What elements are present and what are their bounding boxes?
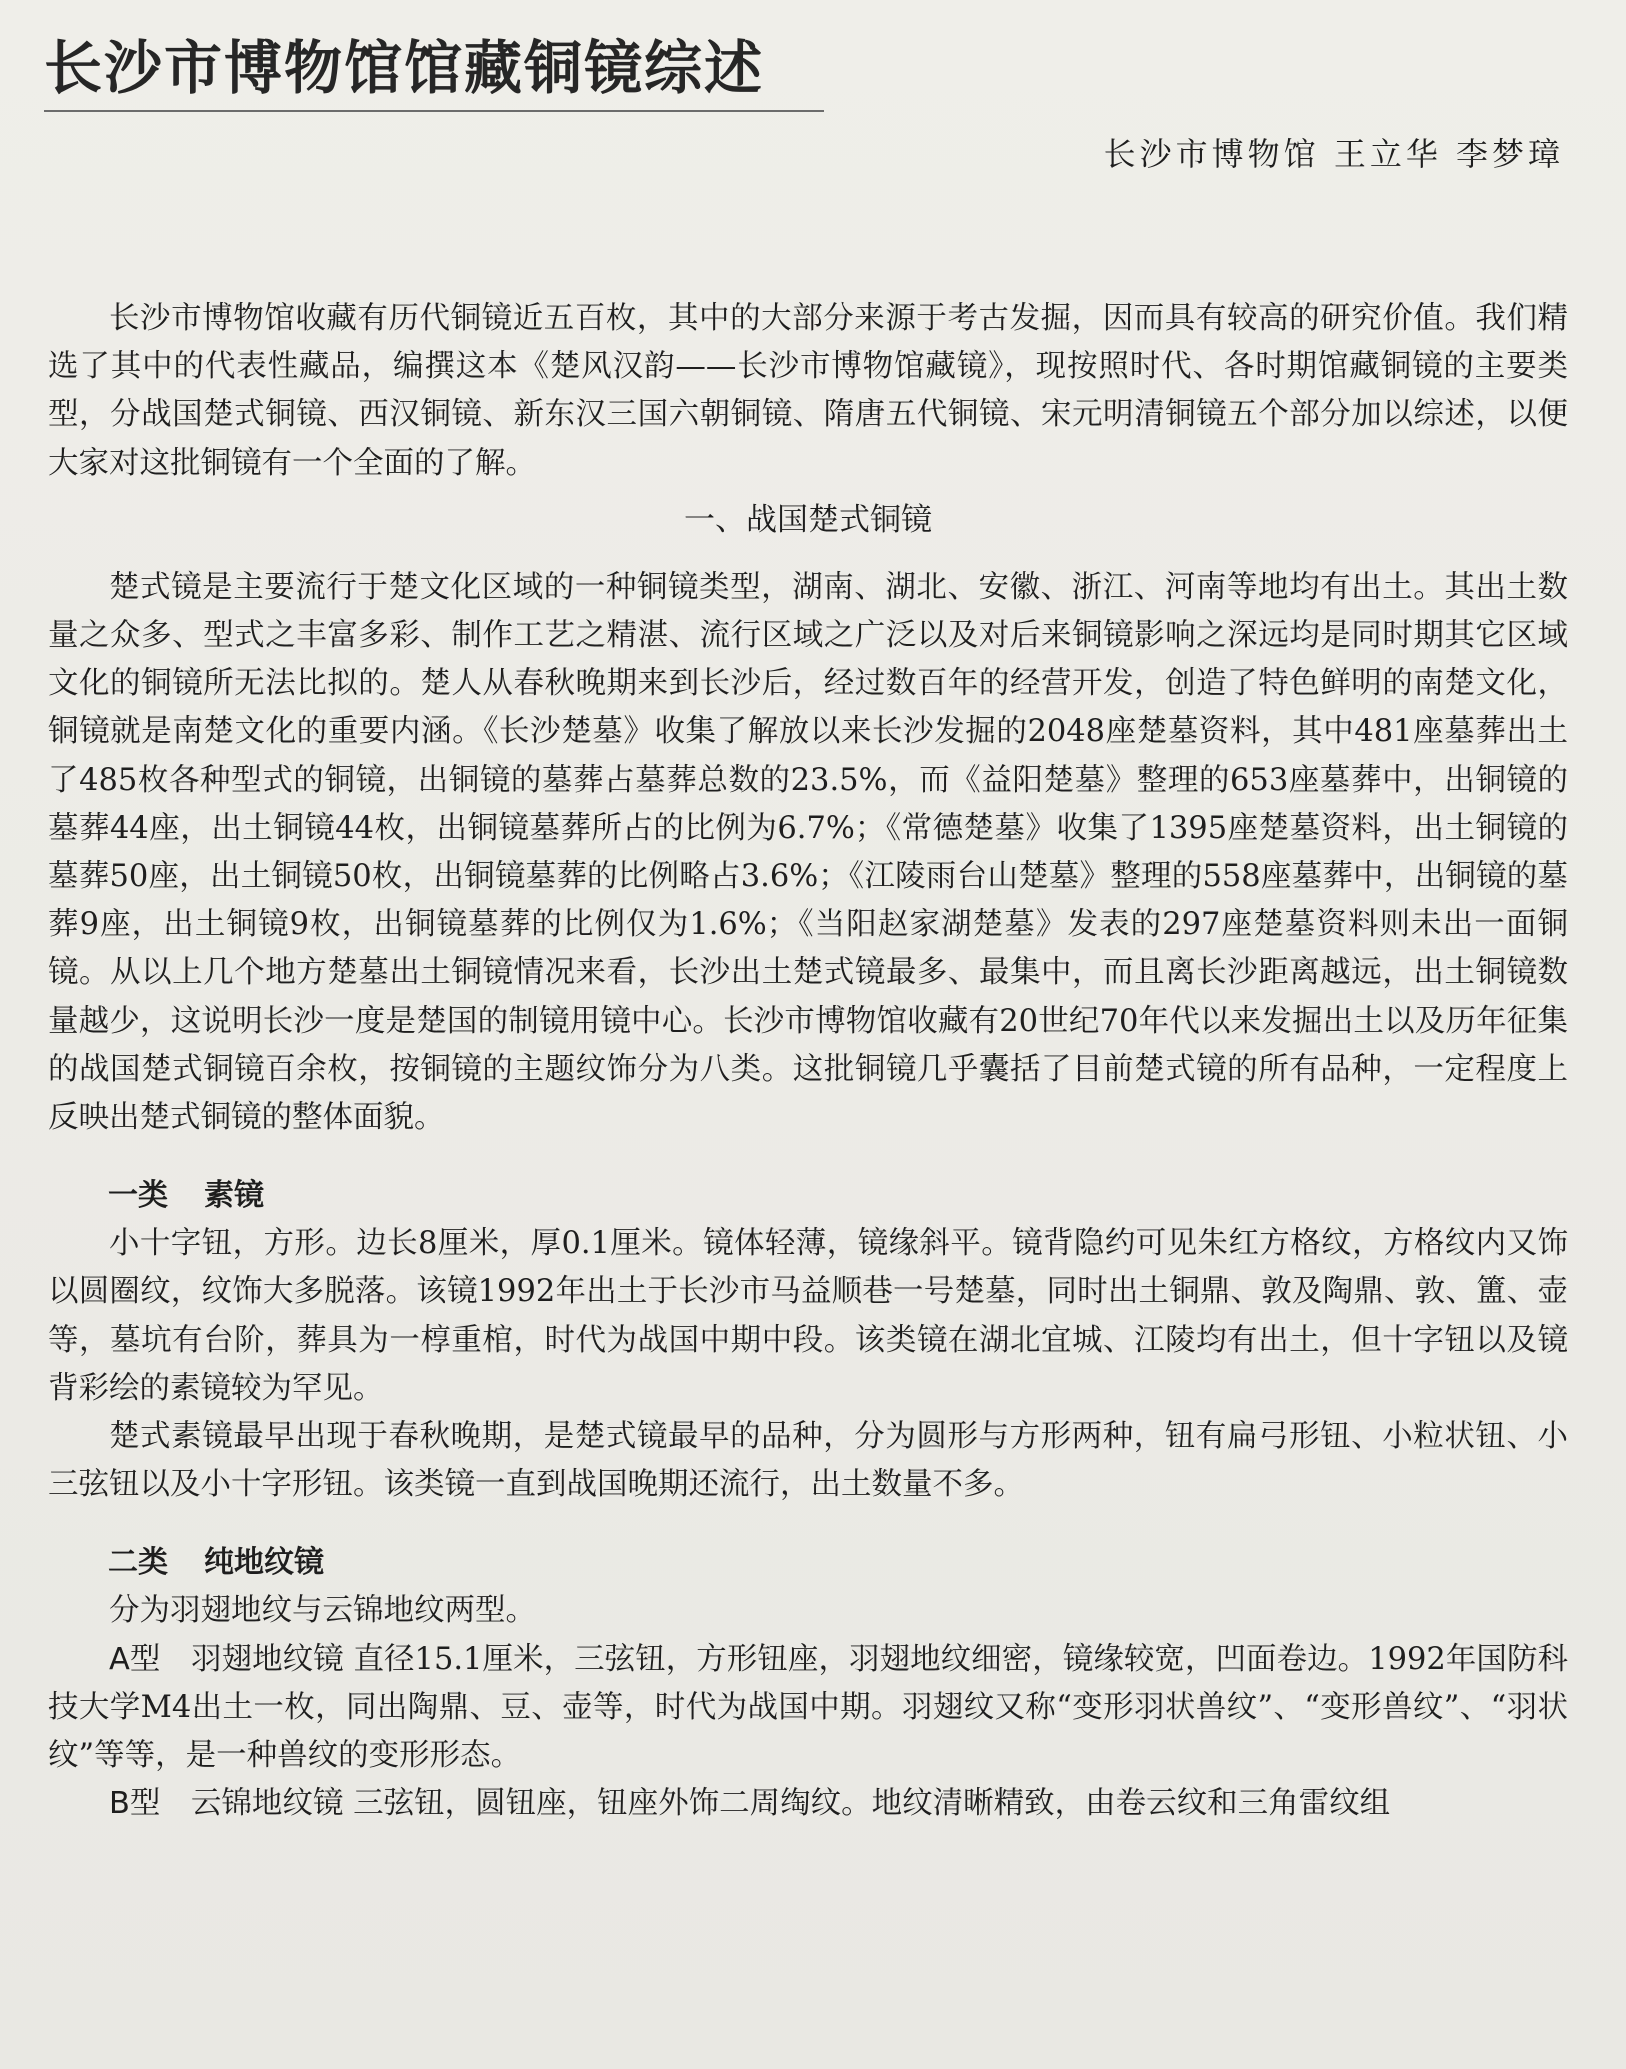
section-heading-warring-states: 一、战国楚式铜镜 xyxy=(684,501,932,538)
class2-type-a-paragraph xyxy=(48,1636,1568,1781)
type-b-label: B型 云锦地纹镜 xyxy=(109,1786,344,1822)
class1-paragraph-1: 小十字钮，方形。边长8厘米，厚0.1厘米。镜体轻薄，镜缘斜平。镜背隐约可见朱红方格纹，方格纹内又饰以圆圈纹，纹饰大多脱落。该镜1992年出土于长沙市马益顺巷一号楚墓，同时出土铜鼎、敦及陶鼎、敦、簠、壶等，墓坑有台阶，葬具为一椁重棺，时代为战国中期中段。该类镜在湖北宜城、江陵均有出土，但十字钮以及镜背彩绘的素镜较为罕见。 xyxy=(48,1226,1568,1406)
article-title: 长沙市博物馆馆藏铜镜综述 xyxy=(44,34,765,102)
class-2-name: 纯地纹镜 xyxy=(204,1545,324,1581)
class-1-label: 一类 xyxy=(108,1178,168,1214)
type-a-label: A型 羽翅地纹镜 xyxy=(109,1641,344,1677)
class2-type-b-paragraph xyxy=(48,1780,1568,1828)
subheading-class-2 xyxy=(48,1539,1568,1587)
class1-paragraph-2: 楚式素镜最早出现于春秋晚期，是楚式镜最早的品种，分为圆形与方形两种，钮有扁弓形钮、小粒状钮、小三弦钮以及小十字形钮。该类镜一直到战国晚期还流行，出土数量不多。 xyxy=(48,1419,1568,1503)
intro-paragraph: 长沙市博物馆收藏有历代铜镜近五百枚，其中的大部分来源于考古发掘，因而具有较高的研究价值。我们精选了其中的代表性藏品，编撰这本《楚风汉韵——长沙市博物馆藏镜》，现按照时代、各时期馆藏铜镜的主要类型，分战国楚式铜镜、西汉铜镜、新东汉三国六朝铜镜、隋唐五代铜镜、宋元明清铜镜五个部分加以综述，以便大家对这批铜镜有一个全面的了解。 xyxy=(48,301,1568,481)
class-2-label: 二类 xyxy=(108,1545,168,1581)
class2-paragraph-1: 分为羽翅地纹与云锦地纹两型。 xyxy=(109,1593,536,1629)
title-underline xyxy=(44,110,824,112)
type-b-text: 三弦钮，圆钮座，钮座外饰二周绹纹。地纹清晰精致，由卷云纹和三角雷纹组 xyxy=(353,1786,1391,1822)
article-body xyxy=(48,295,1568,1828)
subheading-class-1 xyxy=(48,1172,1568,1220)
section1-paragraph: 楚式镜是主要流行于楚文化区域的一种铜镜类型，湖南、湖北、安徽、浙江、河南等地均有出土。其出土数量之众多、型式之丰富多彩、制作工艺之精湛、流行区域之广泛以及对后来铜镜影响之深远均是同时期其它区域文化的铜镜所无法比拟的。楚人从春秋晚期来到长沙后，经过数百年的经营开发，创造了特色鲜明的南楚文化，铜镜就是南楚文化的重要内涵。《长沙楚墓》收集了解放以来长沙发掘的2048座楚墓资料，其中481座墓葬出土了485枚各种型式的铜镜，出铜镜的墓葬占墓葬总数的23.5%，而《益阳楚墓》整理的653座墓葬中，出铜镜的墓葬44座，出土铜镜44枚，出铜镜墓葬所占的比例为6.7%；《常德楚墓》收集了1395座楚墓资料，出土铜镜的墓葬50座，出土铜镜50枚，出铜镜墓葬的比例略占3.6%；《江陵雨台山楚墓》整理的558座墓葬中，出铜镜的墓葬9座，出土铜镜9枚，出铜镜墓葬的比例仅为1.6%；《当阳赵家湖楚墓》发表的297座楚墓资料则未出一面铜镜。从以上几个地方楚墓出土铜镜情况来看，长沙出土楚式镜最多、最集中，而且离长沙距离越远，出土铜镜数量越少，这说明长沙一度是楚国的制镜用镜中心。长沙市博物馆收藏有20世纪70年代以来发掘出土以及历年征集的战国楚式铜镜百余枚，按铜镜的主题纹饰分为八类。这批铜镜几乎囊括了目前楚式镜的所有品种，一定程度上反映出楚式铜镜的整体面貌。 xyxy=(48,569,1568,1136)
class-1-name: 素镜 xyxy=(204,1178,264,1214)
type-a-text: 直径15.1厘米，三弦钮，方形钮座，羽翅地纹细密，镜缘较宽，凹面卷边。1992年国防科技大学M4出土一枚，同出陶鼎、豆、壶等，时代为战国中期。羽翅纹又称“变形羽状兽纹”、“变形兽纹”、“羽状纹”等等，是一种兽纹的变形形态。 xyxy=(48,1641,1568,1774)
authors-line: 长沙市博物馆 王立华 李梦璋 xyxy=(1103,135,1564,173)
